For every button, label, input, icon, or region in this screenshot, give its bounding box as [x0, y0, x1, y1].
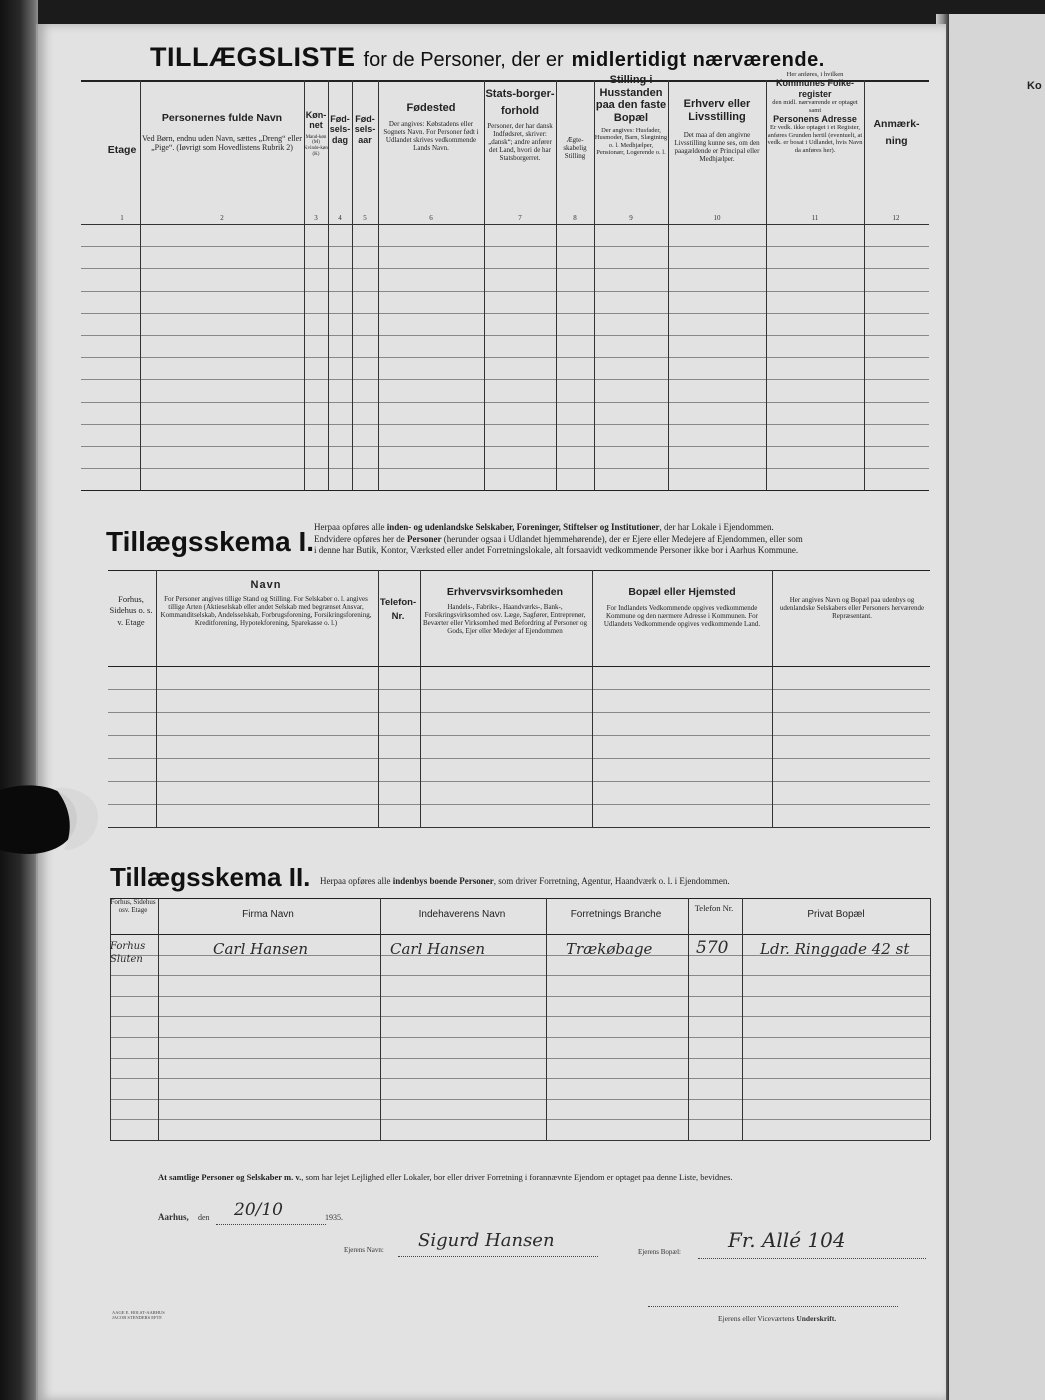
- skema1-column-line: [772, 570, 773, 827]
- skema2-intro-c: , som driver Forretning, Agentur, Haandværk o. l. i Ejendommen.: [493, 876, 730, 886]
- skema2-intro: [320, 876, 940, 888]
- skema1-intro2a: Endvidere opføres her de: [314, 533, 405, 544]
- col-fodested-title: Fødested: [406, 102, 456, 114]
- list-ruled-line: [81, 468, 929, 469]
- s2-col-telefon: Telefon Nr.: [694, 903, 734, 913]
- skema2-ruled-line: [110, 1099, 930, 1100]
- skema2-intro-a: Herpaa opføres alle: [320, 876, 391, 886]
- skema1-intro: [314, 522, 934, 557]
- skema2-ruled-line: [110, 996, 930, 997]
- footer-statement-a: At samtlige Personer og Selskaber m. v.: [158, 1172, 302, 1182]
- owner-addr-line: [698, 1258, 926, 1259]
- col-num-5: 5: [363, 214, 367, 222]
- list-ruled-line: [81, 313, 929, 314]
- list-ruled-line: [81, 379, 929, 380]
- skema2-column-line: [110, 898, 111, 1140]
- s1-col-bopael: [594, 586, 770, 628]
- col-statsborger-title: Stats-borger-forhold: [485, 88, 555, 117]
- footer-den: den: [198, 1213, 210, 1222]
- s1-col-bopael-note: For Indlandets Vedkommende opgives vedkommende Kommune og den nærmere Adresse i Kommunen. For Udlandets Vedkommende opgives vedkommende Land.: [603, 604, 761, 629]
- owner-name-line: [398, 1256, 598, 1257]
- s2-col-bopael: Privat Bopæl: [807, 909, 865, 920]
- date-line: [216, 1224, 326, 1225]
- adjacent-page-text: Ko: [1027, 80, 1042, 92]
- col-konnet-title: Køn-net: [305, 110, 327, 131]
- col-fodested-note: Der angives: Købstadens eller Sognets Navn. For Personer født i Udlandet skrives vedkommende Lands Navn.: [383, 119, 479, 152]
- col-husstand-note: Der angives: Husfader, Husmoder, Barn, Slægtning o. l. Medhjælper, Pensionær, Logerende o. l.: [594, 126, 668, 156]
- printer-mark: AAGE E. HOLST-AARHUS JACOB STENDERS EFTF.: [112, 1310, 165, 1321]
- footer-date-hand: 20/10: [234, 1200, 283, 1220]
- skema1-ruled-line: [108, 804, 930, 805]
- skema2-column-line: [546, 898, 547, 1140]
- col-konnet-note: Mand-køn (M) Kvinde-køn (K): [304, 134, 328, 157]
- col-folkeregister: [766, 71, 864, 154]
- owner-addr-hand: Fr. Allé 104: [728, 1228, 846, 1252]
- col-num-3: 3: [314, 214, 318, 222]
- skema2-column-line: [158, 898, 159, 1140]
- col-aegteskabelig: Ægte-skabelig Stilling: [563, 136, 587, 161]
- skema1-intro2b: Personer: [406, 533, 442, 544]
- main-title: [150, 42, 825, 73]
- col-erhverv-note: Det maa af den angivne Livsstilling kunne ses, om den paagældende er Principal eller Medhjælper.: [674, 131, 760, 164]
- list-ruled-line: [81, 424, 929, 425]
- col-num-4: 4: [338, 214, 342, 222]
- s2-row-firma: Carl Hansen: [213, 940, 309, 958]
- skema2-bottom-border: [110, 1140, 930, 1141]
- s2-row-telefon: 570: [696, 938, 729, 958]
- s2-row-etage: Forhus Sluten: [110, 941, 146, 965]
- col-erhverv: [668, 98, 766, 163]
- skema1-top-border: [108, 570, 930, 571]
- col-num-6: 6: [429, 214, 433, 222]
- col-num-11: 11: [811, 214, 819, 222]
- book-left-edge: [0, 0, 38, 1400]
- s2-col-firma: Firma Navn: [242, 909, 294, 920]
- list-header-bottom: [81, 224, 929, 225]
- skema2-intro-b: indenbys boende Personer: [392, 876, 494, 886]
- col-folkeregister-mid: den midl. nærværende er optaget samt: [772, 99, 858, 114]
- list-ruled-line: [81, 446, 929, 447]
- skema2-column-line: [742, 898, 743, 1140]
- skema2-title: Tillægsskema II.: [110, 862, 311, 892]
- col-folkeregister-pre: Her anføres, i hvilken: [786, 71, 844, 78]
- col-husstand: [594, 74, 668, 156]
- skema2-ruled-line: [110, 975, 930, 976]
- col-folkeregister-title: Kommunes Folke-register: [775, 78, 854, 99]
- owner-addr-label: Ejerens Bopæl:: [638, 1248, 681, 1256]
- skema2-ruled-line: [110, 1058, 930, 1059]
- col-num-10: 10: [713, 214, 721, 222]
- col-statsborger-note: Personer, der har dansk Indfødsret, skriver: „dansk“; andre anfører det Land, hvori de har Statsborgerret.: [487, 122, 553, 163]
- skema1-header-bottom: [108, 666, 930, 667]
- s2-col-branche: Forretnings Branche: [570, 909, 662, 920]
- skema1-intro2c: (herunder ogsaa i Udlandet hjemmehørende), der er Ejere eller Medejere af Ejendommen, eller som: [443, 533, 803, 544]
- col-navn: [140, 112, 304, 152]
- skema2-ruled-line: [110, 1119, 930, 1120]
- signature-label: [718, 1314, 836, 1323]
- skema1-ruled-line: [108, 758, 930, 759]
- col-anmaerkning: Anmærk-ning: [873, 118, 920, 147]
- skema1-intro1c: , der har Lokale i Ejendommen.: [659, 522, 774, 532]
- skema2-ruled-line: [110, 1037, 930, 1038]
- footer-place: Aarhus,: [158, 1212, 189, 1222]
- skema1-intro1b: inden- og udenlandske Selskaber, Foreninger, Stiftelser og Institutioner: [386, 522, 660, 532]
- skema1-column-line: [592, 570, 593, 827]
- col-etage: Etage: [107, 144, 137, 156]
- col-folkeregister-note: Er vedk. ikke optaget i et Register, anføres Grunden hertil (eventuelt, at vedk. er bosat i Udlandet, hvis Navn da anføres her).: [767, 124, 863, 154]
- col-erhverv-title: Erhverv eller Livsstilling: [683, 98, 751, 123]
- skema2-column-line: [380, 898, 381, 1140]
- footer-statement-b: , som har lejet Lejlighed eller Lokaler, bor eller driver Forretning i forannævnte Ejendom er optaget paa denne Liste, bevidnes.: [301, 1172, 733, 1182]
- footer-statement: [158, 1172, 938, 1183]
- s2-row-bopael: Ldr. Ringgade 42 st: [760, 940, 910, 958]
- form-page: [36, 24, 946, 1400]
- s2-row-branche: Trækøbage: [566, 940, 653, 958]
- owner-name-hand: Sigurd Hansen: [418, 1230, 555, 1251]
- skema2-column-line: [688, 898, 689, 1140]
- thumb-shadow: [0, 780, 100, 860]
- list-ruled-line: [81, 291, 929, 292]
- col-num-9: 9: [629, 214, 633, 222]
- s1-col-bopael-title: Bopæl eller Hjemsted: [628, 586, 736, 598]
- skema1-intro3: i denne har Butik, Kontor, Værksted eller andet Forretningslokale, alt forsaavidt vedkommende Personer ikke bor i Aarhus Kommune.: [314, 545, 799, 556]
- s1-col-repraesentant: Her angives Navn og Bopæl paa udenbys og udenlandske Selskabers eller Personers herværende Repræsentant.: [779, 596, 925, 621]
- skema1-intro1: Herpaa opføres alle: [314, 522, 385, 532]
- adjacent-page: [946, 14, 1045, 1400]
- skema1-bottom-border: [108, 827, 930, 828]
- footer-year: 1935.: [325, 1213, 343, 1222]
- col-navn-note: Ved Børn, endnu uden Navn, sættes „Dreng“ eller „Pige“. (Iøvrigt som Hovedlistens Rubrik 2): [142, 134, 302, 153]
- signature-label-a: Ejerens eller Viceværtens: [718, 1314, 795, 1323]
- signature-label-b: Underskrift.: [796, 1314, 837, 1323]
- skema1-ruled-line: [108, 689, 930, 690]
- list-bottom-border: [81, 490, 929, 491]
- s2-col-etage: Forhus, Sidehus osv. Etage: [110, 898, 156, 915]
- skema1-intro-line1: [314, 522, 934, 534]
- col-num-1: 1: [120, 214, 124, 222]
- col-navn-title: Personernes fulde Navn: [161, 112, 283, 124]
- s2-col-indehaver: Indehaverens Navn: [418, 909, 506, 920]
- col-husstand-title: Stilling i Husstanden paa den faste Bopæl: [595, 74, 667, 124]
- col-konnet: [304, 110, 328, 158]
- skema1-ruled-line: [108, 781, 930, 782]
- col-fodested: [378, 102, 484, 152]
- skema1-ruled-line: [108, 712, 930, 713]
- s2-row-indehaver: Carl Hansen: [390, 940, 486, 958]
- s1-col-navn-note: For Personer angives tillige Stand og Stilling. For Selskaber o. l. angives tillige Arten (Aktieselskab eller andet Selskab med begrænset Ansvar, Kommanditselskab, Andelsselskab, Forbrugsforening, Forsikringsforening, Kreditforening, Hypotekforening, Sparekasse o. l.): [160, 594, 372, 627]
- skema1-ruled-line: [108, 735, 930, 736]
- list-ruled-line: [81, 402, 929, 403]
- s1-col-navn-title: Navn: [250, 579, 282, 591]
- title-part2: for de Personer, der er: [363, 49, 564, 71]
- list-ruled-line: [81, 357, 929, 358]
- list-ruled-line: [81, 335, 929, 336]
- s1-col-erhverv-note: Handels-, Fabriks-, Haandværks-, Bank-, Forsikringsvirksomhed osv. Læge, Sagfører, Entreprenør, Beværter eller Virksomhed med Befordring af Personer og Gods, Ejer eller Medejer af Ejendommen: [422, 603, 588, 636]
- skema1-intro-line2: [314, 534, 934, 546]
- col-num-8: 8: [573, 214, 577, 222]
- s1-col-navn: [156, 579, 376, 627]
- col-statsborger: [484, 86, 556, 162]
- col-num-7: 7: [518, 214, 522, 222]
- skema2-ruled-line: [110, 1016, 930, 1017]
- skema2-ruled-line: [110, 1078, 930, 1079]
- owner-name-label: Ejerens Navn:: [344, 1246, 384, 1254]
- list-ruled-line: [81, 246, 929, 247]
- col-num-12: 12: [892, 214, 900, 222]
- skema1-title: Tillægsskema I.: [106, 526, 315, 557]
- col-num-2: 2: [220, 214, 224, 222]
- s1-col-erhverv-title: Erhvervsvirksomheden: [446, 586, 564, 598]
- skema2-header-bottom: [110, 934, 930, 935]
- signature-line: [648, 1306, 898, 1307]
- skema2-top-border: [110, 898, 930, 899]
- s1-col-telefon: Telefon-Nr.: [379, 597, 417, 623]
- col-folkeregister-title2: Personens Adresse: [773, 114, 857, 125]
- s1-col-etage: Forhus, Sidehus o. s. v. Etage: [109, 594, 153, 627]
- title-part3: midlertidigt nærværende.: [571, 49, 825, 71]
- col-fodselsaar: Fød-sels-aar: [354, 114, 376, 145]
- skema2-column-line: [930, 898, 931, 1140]
- s1-col-erhverv: [420, 586, 590, 635]
- col-fodselsdag: Fød-sels-dag: [329, 114, 351, 145]
- list-ruled-line: [81, 268, 929, 269]
- title-part1: TILLÆGSLISTE: [150, 42, 356, 72]
